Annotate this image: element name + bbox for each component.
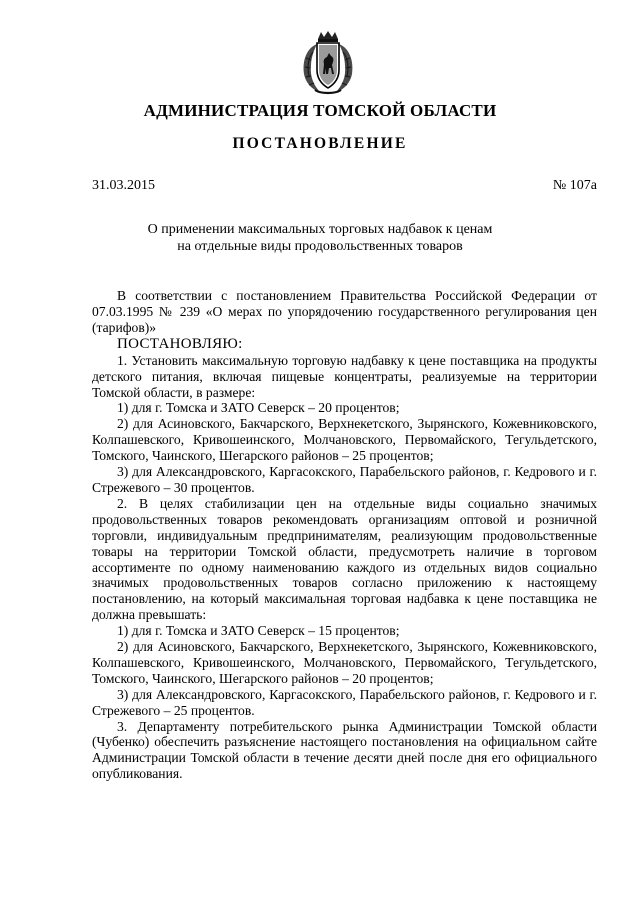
clause-1-subitem-3: 3) для Александровского, Каргасокского, Парабельского районов, г. Кедрового и г. Стрежевого – 30 процентов. — [92, 464, 597, 495]
decree-heading: ПОСТАНОВЛЯЮ: — [117, 335, 243, 352]
preamble-paragraph: В соответствии с постановлением Правительства Российской Федерации от 07.03.1995 № 239 «О мерах по упорядочению государственного регулирования цен (тарифов)» — [92, 288, 597, 335]
clause-1-subitem-1: 1) для г. Томска и ЗАТО Северск – 20 процентов; — [117, 400, 400, 416]
clause-3: 3. Департаменту потребительского рынка Администрации Томской области (Чубенко) обеспечить разъяснение настоящего постановления на официальном сайте Администрации Томской области в течение десяти дней после дня его официального опубликования. — [92, 718, 597, 782]
clause-2: 2. В целях стабилизации цен на отдельные виды социально значимых продовольственных товаров рекомендовать организациям оптовой и розничной торговли, индивидуальным предпринимателям, реализующим продовольственные товары на территории Томской области, предусмотреть наличие в торговом ассортименте по одному наименованию каждого из отдельных видов социально значимых продовольственных товаров согласно приложению к настоящему постановлению, на который максимальная торговая надбавка к цене поставщика не должна превышать: — [92, 495, 597, 623]
document-type: ПОСТАНОВЛЕНИЕ — [232, 135, 408, 152]
document-date: 31.03.2015 — [92, 178, 155, 193]
subject-line-2: на отдельные виды продовольственных товаров — [177, 239, 463, 254]
clause-1: 1. Установить максимальную торговую надбавку к цене поставщика на продукты детского питания, включая пищевые концентраты, реализуемые на территории Томской области, в размере: — [92, 352, 597, 400]
clause-2-subitem-2: 2) для Асиновского, Бакчарского, Верхнекетского, Зырянского, Кожевниковского, Колпашевского, Кривошеинского, Молчановского, Первомайского, Тегульдетского, Томского, Чаинского, Шегарского районов – 20 процентов; — [92, 639, 597, 686]
clause-1-subitem-2: 2) для Асиновского, Бакчарского, Верхнекетского, Зырянского, Кожевниковского, Колпашевского, Кривошеинского, Молчановского, Первомайского, Тегульдетского, Томского, Чаинского, Шегарского районов – 25 процентов; — [92, 416, 597, 464]
document-subject — [0, 221, 640, 255]
subject-line-1: О применении максимальных торговых надбавок к ценам — [147, 222, 493, 237]
document-number: № 107а — [552, 178, 597, 193]
organization-title: АДМИНИСТРАЦИЯ ТОМСКОЙ ОБЛАСТИ — [143, 101, 497, 120]
coat-of-arms-icon — [299, 30, 357, 96]
clause-2-subitem-3: 3) для Александровского, Каргасокского, Парабельского районов, г. Кедрового и г. Стрежевого – 25 процентов. — [92, 686, 597, 718]
clause-2-subitem-1: 1) для г. Томска и ЗАТО Северск – 15 процентов; — [117, 623, 400, 639]
document-body — [92, 288, 597, 782]
